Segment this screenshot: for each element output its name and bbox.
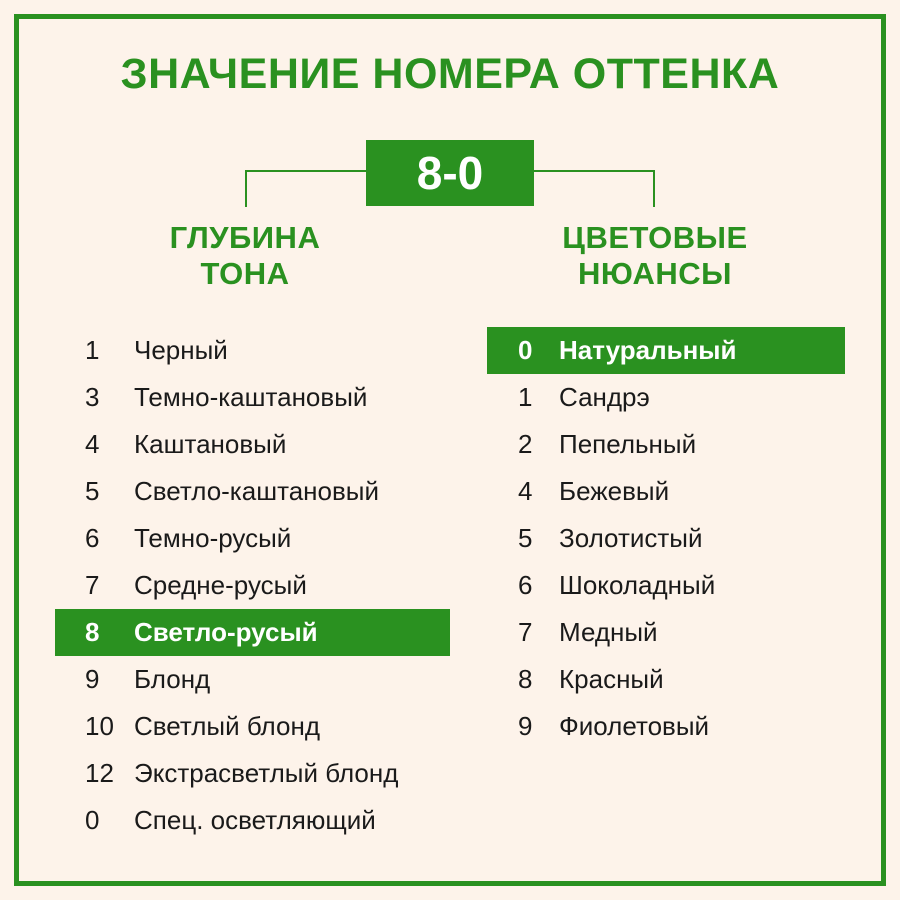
nuance-row-highlighted [487, 327, 845, 374]
depth-name: Темно-каштановый [134, 382, 368, 412]
depth-number: 1 [85, 335, 100, 365]
nuance-row [487, 421, 845, 468]
nuance-name: Бежевый [559, 476, 670, 506]
depth-row [55, 515, 450, 562]
nuances-heading [535, 220, 775, 292]
depth-name: Черный [134, 335, 228, 365]
nuance-name: Золотистый [559, 523, 703, 553]
depth-number: 0 [85, 805, 100, 835]
nuance-row [487, 562, 845, 609]
nuance-name: Пепельный [559, 429, 697, 459]
nuance-name: Медный [559, 617, 658, 647]
depth-name: Каштановый [134, 429, 287, 459]
nuances-heading-line1: ЦВЕТОВЫЕ [562, 220, 748, 255]
nuance-number: 9 [518, 711, 533, 741]
nuance-number: 4 [518, 476, 533, 506]
depth-row [55, 656, 450, 703]
depth-number: 4 [85, 429, 100, 459]
connector-line-right [534, 170, 655, 207]
nuance-name: Шоколадный [559, 570, 716, 600]
depth-number: 9 [85, 664, 100, 694]
depth-number: 8 [85, 617, 100, 647]
depth-list [55, 327, 450, 844]
depth-number: 10 [85, 711, 114, 741]
depth-heading-line1: ГЛУБИНА [169, 220, 321, 255]
nuance-number: 0 [518, 335, 533, 365]
depth-heading-line2: ТОНА [200, 256, 290, 291]
depth-heading [145, 220, 345, 292]
depth-name: Блонд [134, 664, 211, 694]
nuance-row [487, 703, 845, 750]
depth-name: Темно-русый [134, 523, 292, 553]
depth-row [55, 421, 450, 468]
depth-row [55, 797, 450, 844]
depth-number: 7 [85, 570, 100, 600]
nuance-number: 5 [518, 523, 533, 553]
nuances-heading-line2: НЮАНСЫ [577, 256, 733, 291]
depth-number: 12 [85, 758, 114, 788]
connector-line-left [245, 170, 368, 207]
depth-row [55, 327, 450, 374]
nuance-row [487, 656, 845, 703]
nuance-name: Фиолетовый [559, 711, 710, 741]
depth-name: Спец. осветляющий [134, 805, 376, 835]
nuance-number: 6 [518, 570, 533, 600]
depth-name: Светлый блонд [134, 711, 321, 741]
page-title: ЗНАЧЕНИЕ НОМЕРА ОТТЕНКА [120, 50, 780, 98]
nuance-row [487, 609, 845, 656]
depth-name: Светло-каштановый [134, 476, 379, 506]
depth-row [55, 703, 450, 750]
depth-number: 5 [85, 476, 100, 506]
nuance-number: 8 [518, 664, 533, 694]
nuance-row [487, 515, 845, 562]
nuance-name: Натуральный [559, 335, 737, 365]
depth-row [55, 750, 450, 797]
nuance-number: 7 [518, 617, 533, 647]
depth-number: 6 [85, 523, 100, 553]
nuance-name: Сандрэ [559, 382, 650, 412]
nuance-row [487, 468, 845, 515]
nuance-row [487, 374, 845, 421]
depth-row-highlighted [55, 609, 450, 656]
depth-name: Светло-русый [134, 617, 318, 647]
depth-row [55, 562, 450, 609]
nuances-list [487, 327, 845, 750]
nuance-name: Красный [559, 664, 664, 694]
depth-name: Средне-русый [134, 570, 307, 600]
nuance-number: 1 [518, 382, 533, 412]
depth-name: Экстрасветлый блонд [134, 758, 399, 788]
shade-code-box: 8-0 [366, 140, 534, 206]
depth-row [55, 468, 450, 515]
depth-row [55, 374, 450, 421]
nuance-number: 2 [518, 429, 533, 459]
depth-number: 3 [85, 382, 100, 412]
